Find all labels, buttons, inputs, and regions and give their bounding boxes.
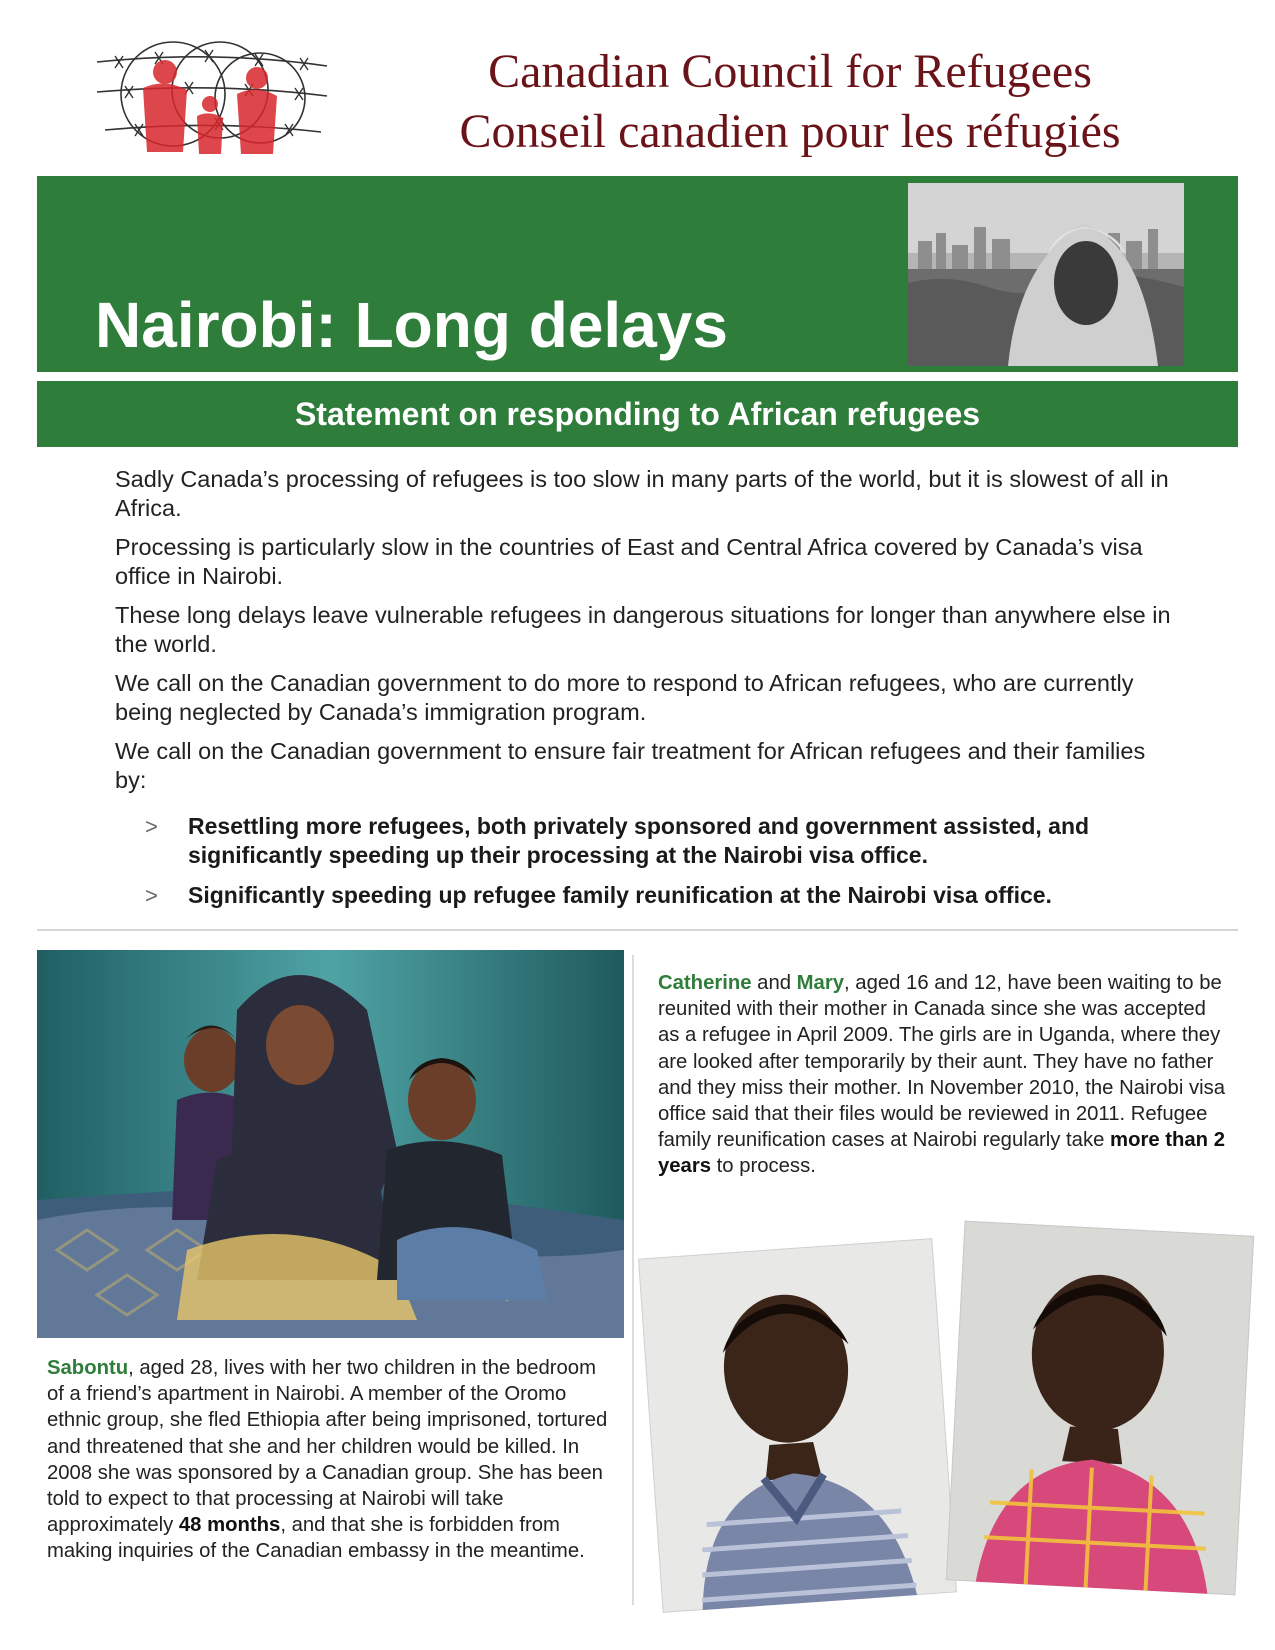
story-text: and	[751, 972, 797, 994]
demand-text: Resettling more refugees, both privately sponsored and government assisted, and significantly speeding up their processing at the Nairobi visa office.	[188, 813, 1090, 868]
photo-catherine	[638, 1238, 957, 1613]
section-divider	[37, 929, 1238, 931]
intro-paragraph: These long delays leave vulnerable refugees in dangerous situations for longer than anywhere else in the world.	[115, 602, 1171, 657]
chevron-right-icon: >	[145, 883, 158, 908]
demand-text: Significantly speeding up refugee family reunification at the Nairobi visa office.	[188, 882, 1052, 908]
photo-sabontu-family	[37, 950, 624, 1338]
story-text: , and that she is forbidden from making inquiries of the Canadian embassy in the meantime.	[47, 1514, 585, 1563]
intro-text	[115, 465, 1175, 805]
demand-item	[145, 812, 1225, 870]
demand-item	[145, 881, 1225, 910]
banner-photo-woman	[908, 183, 1184, 366]
photo-mary	[946, 1221, 1254, 1596]
story-text: to process.	[711, 1155, 816, 1178]
story-name: Catherine	[658, 972, 752, 994]
org-name-fr: Conseil canadien pour les réfugiés	[459, 105, 1121, 158]
story-text: , aged 28, lives with her two children in the bedroom of a friend’s apartment in Nairobi. A member of the Oromo ethnic group, she fled Ethiopia after being imprisoned, tortured and threatened that she and her children would be killed. In 2008 she was sponsored by a Canadian group. She has been told to expect to that processing at Nairobi will take approximately	[47, 1357, 608, 1537]
story-catherine-mary	[658, 970, 1228, 1180]
page-subtitle: Statement on responding to African refugees	[294, 396, 981, 432]
column-divider	[632, 955, 634, 1605]
story-highlight: 48 months	[178, 1514, 281, 1537]
page-title: Nairobi: Long delays	[95, 289, 728, 361]
intro-paragraph: We call on the Canadian government to ensure fair treatment for African refugees and their families by:	[115, 738, 1146, 793]
story-name: Mary	[796, 972, 845, 994]
intro-paragraph: Processing is particularly slow in the countries of East and Central Africa covered by Canada’s visa office in Nairobi.	[115, 534, 1143, 589]
chevron-right-icon: >	[145, 814, 158, 839]
barbed-wire-people-logo-icon	[95, 32, 335, 167]
org-name-en: Canadian Council for Refugees	[488, 45, 1092, 98]
story-highlight: more than 2 years	[658, 1129, 1225, 1178]
story-name: Sabontu	[47, 1357, 129, 1379]
story-text: , aged 16 and 12, have been waiting to be reunited with their mother in Canada since she was accepted as a refugee in April 2009. The girls are in Uganda, where they are looked after temporarily by their aunt. They have no father and they miss their mother. In November 2010, the Nairobi visa office said that their files would be reviewed in 2011. Refugee family reunification cases at Nairobi regularly take	[658, 972, 1226, 1152]
ccr-logo	[95, 32, 335, 167]
story-sabontu	[47, 1355, 617, 1565]
intro-paragraph: We call on the Canadian government to do more to respond to African refugees, who are currently being neglected by Canada’s immigration program.	[115, 670, 1134, 725]
intro-paragraph: Sadly Canada’s processing of refugees is too slow in many parts of the world, but it is slowest of all in Africa.	[115, 466, 1169, 521]
org-name	[390, 42, 1190, 162]
demands-list	[145, 812, 1225, 921]
